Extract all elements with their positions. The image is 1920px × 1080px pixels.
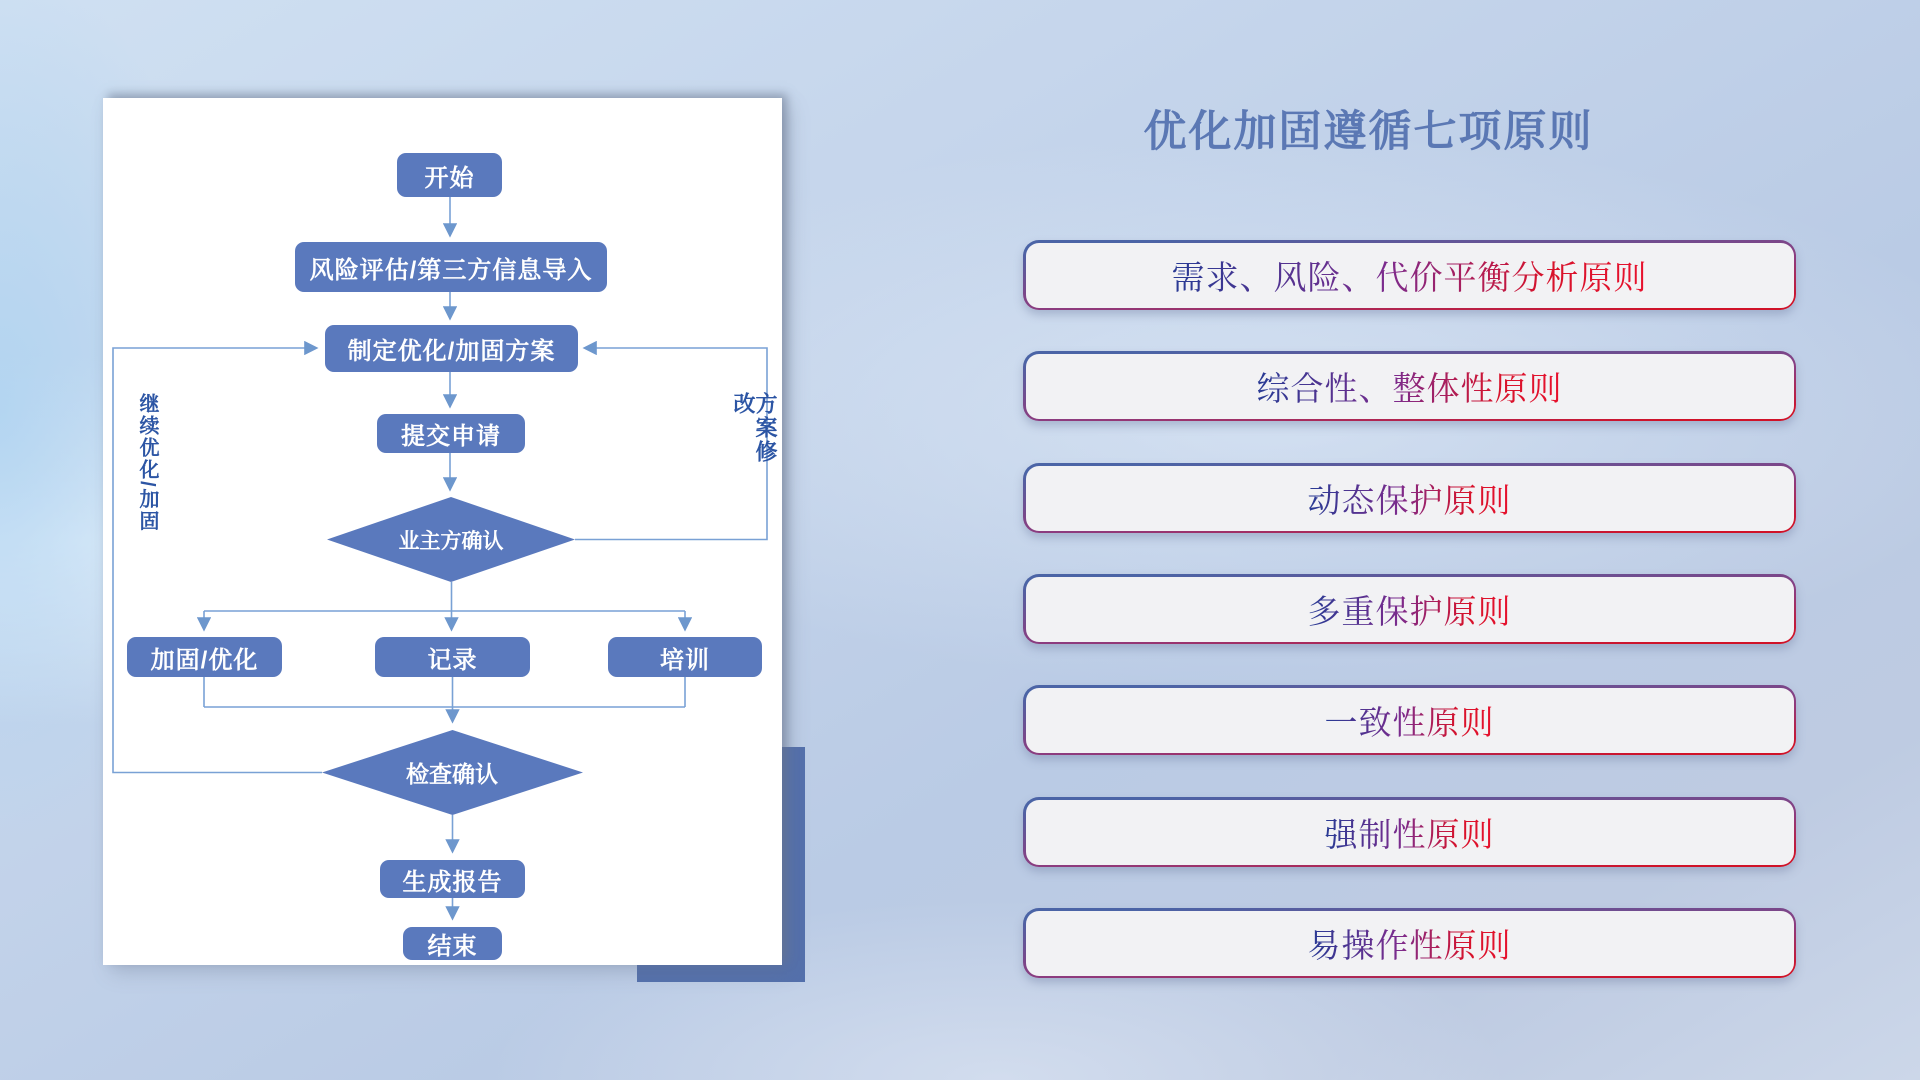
principle-card-3 [1023,463,1796,533]
principle-card-2 [1023,351,1796,421]
principle-label-6: 强制性原则 [1325,809,1495,856]
flow-node-owner-confirm-label: 业主方确认 [398,530,504,553]
principle-card-1 [1023,240,1796,310]
principle-card-6 [1023,797,1796,867]
principle-label-2: 综合性、整体性原则 [1257,363,1563,410]
flowchart-panel [103,98,782,965]
flow-node-make-plan: 制定优化/加固方案 [325,325,578,372]
flow-node-start: 开始 [397,153,502,197]
flow-node-submit-request: 提交申请 [377,414,525,453]
flow-node-end: 结束 [403,927,502,960]
principle-card-5 [1023,685,1796,755]
principle-label-1: 需求、风险、代价平衡分析原则 [1172,252,1648,299]
principle-label-5: 一致性原则 [1325,697,1495,744]
flow-node-training: 培训 [608,637,762,677]
flow-node-risk-assessment: 风险评估/第三方信息导入 [295,242,607,292]
principle-card-7 [1023,908,1796,978]
principle-card-4 [1023,574,1796,644]
edge-label-continue-optimize: 继续优化/加固 [136,393,158,533]
flow-node-harden-optimize: 加固/优化 [127,637,282,677]
principle-label-7: 易操作性原则 [1308,920,1512,967]
page-title: 优化加固遵循七项原则 [1143,108,1594,156]
flow-node-record: 记录 [375,637,530,677]
edge-label-plan-revision: 方案修改 [731,392,778,464]
principle-label-3: 动态保护原则 [1308,475,1512,522]
flow-node-check-confirm-label: 检查确认 [406,761,498,787]
flow-node-generate-report: 生成报告 [380,860,525,898]
principle-label-4: 多重保护原则 [1308,586,1512,633]
